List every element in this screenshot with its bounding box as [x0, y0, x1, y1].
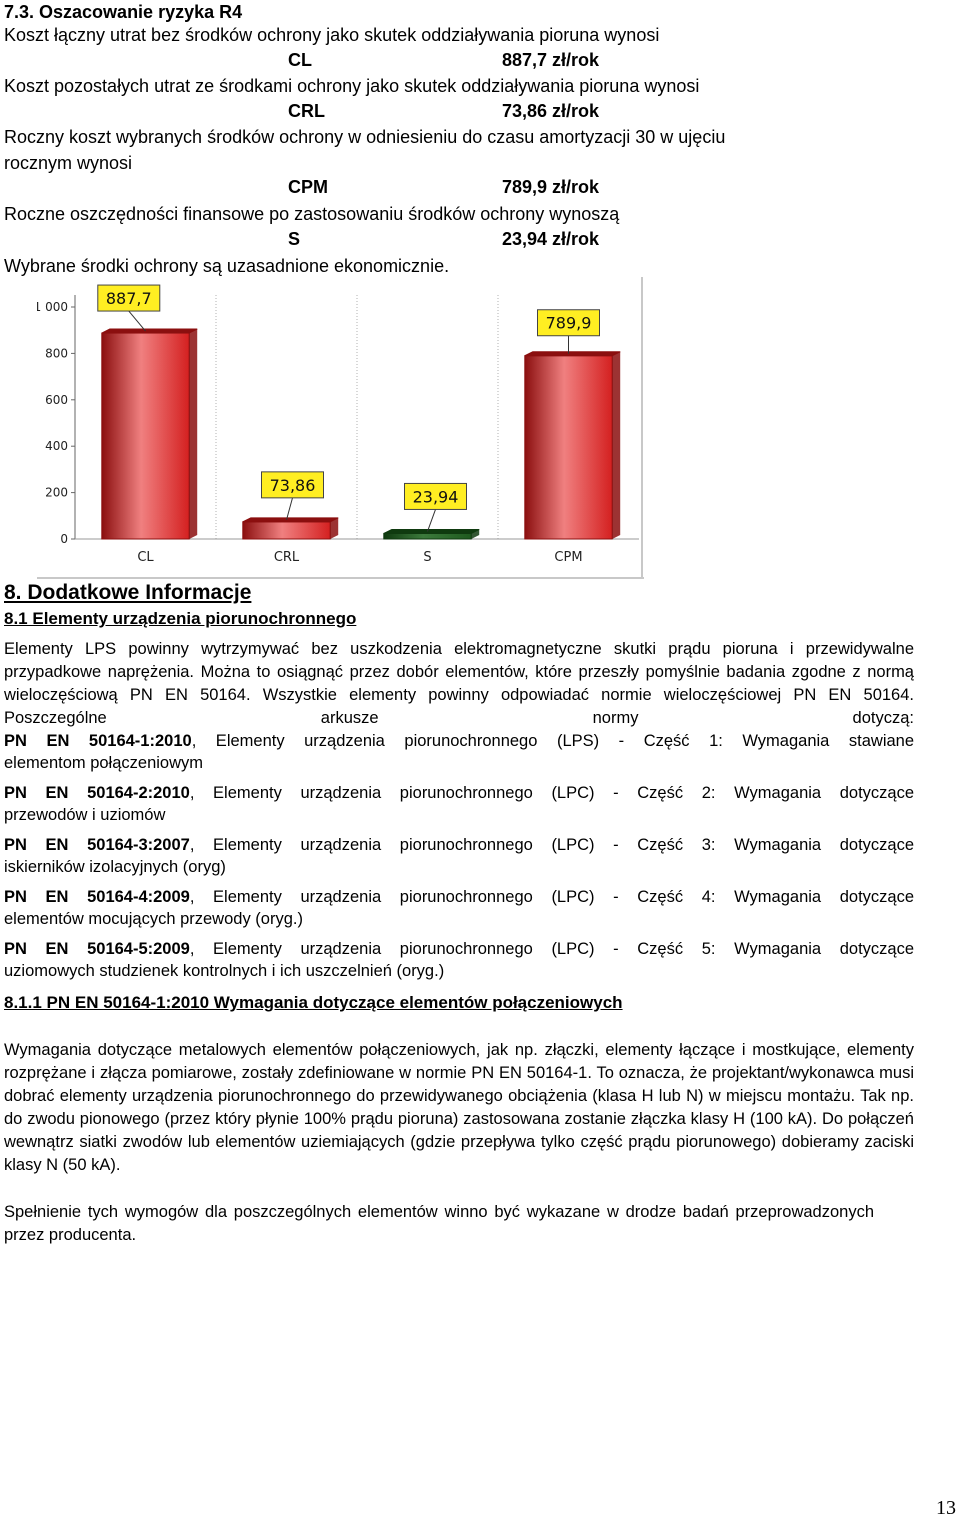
lps-paragraph: Elementy LPS powinny wytrzymywać bez uszkodzenia elektromagnetyczne skutki prądu pioruna i przewidywalne przypadkowe naprężenia. Można to osiągnąć przez dobór elementów, które przeszły pomyślnie badania zgodne z normą wieloczęściową PN EN 50164. Wszystkie elementy powinny odpowiadać normie wieloczęściowej PN EN 50164. Poszczególne arkusze normy dotyczą: [4, 640, 914, 727]
standard-item [4, 886, 914, 930]
standard-line2: elementów mocujących przewody (oryg.) [4, 910, 303, 928]
standard-code: PN EN 50164-3:2007 [4, 836, 190, 854]
bar-top-face [243, 518, 338, 522]
standard-line1 [4, 886, 914, 908]
data-label: 23,94 [412, 487, 459, 507]
label-leader [428, 509, 436, 531]
section-title: 7.3. Oszacowanie ryzyka R4 [4, 2, 243, 22]
y-tick-label: 1 000 [37, 300, 68, 314]
bar-top-face [384, 529, 479, 533]
s-label: S [288, 229, 301, 249]
standard-item [4, 938, 914, 982]
standard-item [4, 834, 914, 878]
conclusion-text: Wybrane środki ochrony są uzasadnione ekonomicznie. [4, 256, 450, 276]
cost-chart-svg [37, 277, 644, 579]
label-leader [287, 498, 293, 520]
standard-line2: przewodów i uziomów [4, 806, 166, 824]
data-label: 887,7 [105, 289, 152, 309]
standard-item [4, 782, 914, 826]
bar-top-face [525, 352, 620, 356]
standard-line1 [4, 938, 914, 960]
y-tick-label: 600 [45, 392, 68, 407]
cl-value: 887,7 zł/rok [502, 50, 600, 70]
cl-description: Koszt łączny utrat bez środków ochrony jako skutek oddziaływania pioruna wynosi [4, 25, 660, 45]
bar-crl [243, 522, 330, 539]
standard-description: , Elementy urządzenia piorunochronnego (LPS) - Część 1: Wymagania stawiane [191, 732, 915, 750]
standard-line1 [4, 782, 914, 804]
crl-value: 73,86 zł/rok [502, 101, 600, 121]
crl-description: Koszt pozostałych utrat ze środkami ochrony jako skutek oddziaływania pioruna wynosi [4, 76, 700, 96]
bar-side-face [189, 329, 197, 539]
y-tick-label: 400 [45, 439, 68, 454]
y-tick-label: 0 [60, 532, 68, 546]
section811-title: 8.1.1 PN EN 50164-1:2010 Wymagania dotyczące elementów połączeniowych [4, 993, 623, 1012]
y-tick-label: 200 [45, 485, 68, 500]
section8-title: 8. Dodatkowe Informacje [4, 581, 252, 604]
standard-description: , Elementy urządzenia piorunochronnego (LPC) - Część 4: Wymagania dotyczące [189, 888, 914, 906]
cpm-description-line2: rocznym wynosi [4, 153, 133, 173]
label-leader [129, 311, 146, 331]
s-value: 23,94 zł/rok [502, 229, 600, 249]
standard-item [4, 730, 914, 774]
data-label: 789,9 [545, 313, 592, 333]
standard-code: PN EN 50164-2:2010 [4, 784, 190, 802]
standard-code: PN EN 50164-5:2009 [4, 940, 190, 958]
standard-line2: uziomowych studzienek kontrolnych i ich uszczelnień (oryg.) [4, 962, 445, 980]
requirements-paragraph: Wymagania dotyczące metalowych elementów połączeniowych, jak np. złączki, elementy łączące i mostkujące, elementy rozprężane i złącza pomiarowe, zostały zdefiniowane w normie PN EN 50164-1. To oznacza, że projektant/wykonawca musi dobrać elementy urządzenia piorunochronnego do przewidywanego obciążenia (klasa H lub N) w miejscu montażu. Tak np. do zwodu pionowego (przez który płynie 100% prądu pioruna) zastosowana zostanie złączka klasy H (100 kA). Do połączeń wewnątrz siatki zwodów lub elementów uziemiających (gdzie przepływa tylko część prądu piorunowego) dobieramy zaciski klasy N (50 kA). [4, 1041, 914, 1174]
standard-line1 [4, 834, 914, 856]
standard-code: PN EN 50164-1:2010 [4, 732, 192, 750]
standard-description: , Elementy urządzenia piorunochronnego (LPC) - Część 5: Wymagania dotyczące [189, 940, 914, 958]
standard-line2: elementom połączeniowym [4, 754, 204, 772]
cost-chart [37, 277, 644, 579]
standard-line2: iskierników izolacyjnych (oryg) [4, 858, 226, 876]
x-tick-label: CPM [554, 550, 583, 565]
bar-s [384, 533, 471, 539]
y-tick-label: 800 [45, 346, 68, 361]
standard-description: , Elementy urządzenia piorunochronnego (LPC) - Część 3: Wymagania dotyczące [189, 836, 914, 854]
x-tick-label: CRL [273, 550, 300, 565]
cpm-description-line1: Roczny koszt wybranych środków ochrony w odniesieniu do czasu amortyzacji 30 w ujęciu [4, 127, 726, 147]
x-tick-label: S [423, 550, 432, 565]
producer-paragraph: Spełnienie tych wymogów dla poszczególnych elementów winno być wykazane w drodze badań przeprowadzonych przez producenta. [4, 1203, 874, 1244]
bar-side-face [612, 352, 620, 539]
cpm-value: 789,9 zł/rok [502, 177, 600, 197]
s-description: Roczne oszczędności finansowe po zastosowaniu środków ochrony wynoszą [4, 204, 620, 224]
standard-line1 [4, 730, 914, 752]
bar-cpm [525, 356, 612, 539]
bar-top-face [102, 329, 197, 333]
x-tick-label: CL [137, 550, 154, 565]
standard-description: , Elementy urządzenia piorunochronnego (LPC) - Część 2: Wymagania dotyczące [189, 784, 914, 802]
standard-code: PN EN 50164-4:2009 [4, 888, 190, 906]
data-label: 73,86 [269, 475, 316, 495]
cpm-label: CPM [288, 177, 328, 197]
crl-label: CRL [288, 101, 325, 121]
page-number: 13 [936, 1497, 956, 1519]
section81-title: 8.1 Elementy urządzenia piorunochronnego [4, 609, 357, 628]
bar-cl [102, 333, 189, 539]
cl-label: CL [288, 50, 312, 70]
